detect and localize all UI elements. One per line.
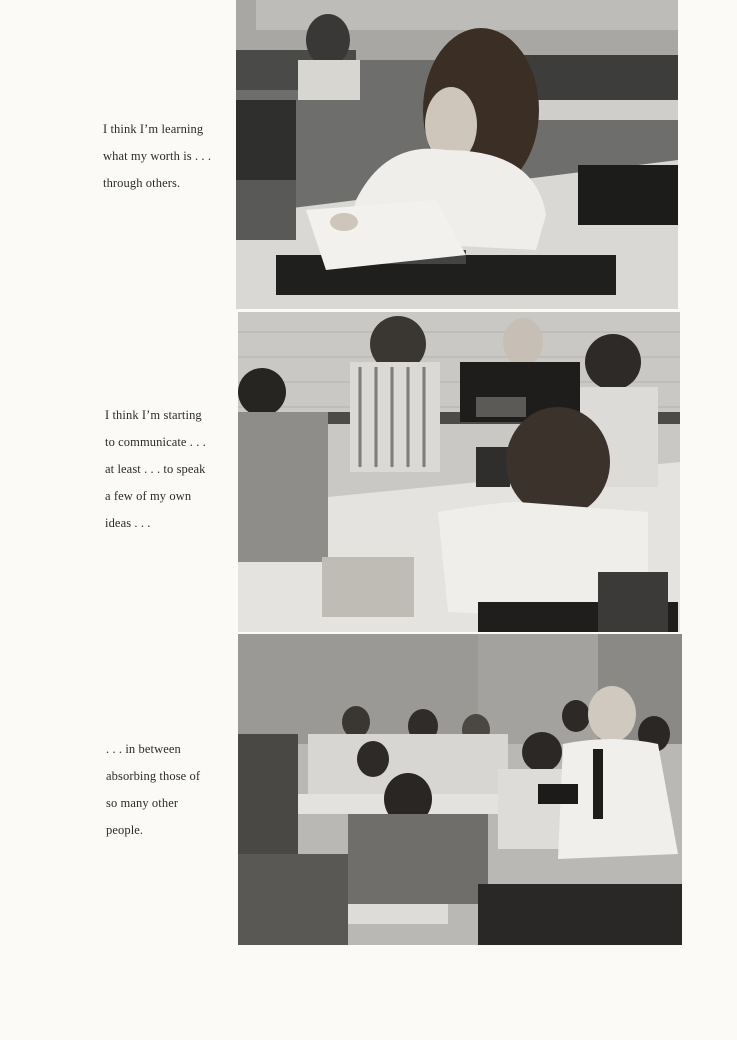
caption-line: a few of my own	[105, 489, 192, 503]
typing-classroom-photo-image	[236, 0, 678, 309]
caption-line: absorbing those of	[106, 769, 201, 783]
caption-line: so many other	[106, 796, 179, 810]
caption-learning-worth	[103, 116, 211, 197]
caption-line: . . . in between	[106, 742, 181, 756]
discussion-table-photo-image	[238, 312, 680, 632]
caption-line: ideas . . .	[105, 516, 151, 530]
photo-lecture-classroom	[238, 634, 682, 945]
caption-communicate	[105, 402, 206, 537]
photo-discussion-table	[238, 312, 680, 632]
lecture-classroom-photo-image	[238, 634, 682, 945]
caption-line: I think I’m starting	[105, 408, 202, 422]
photo-typing-classroom	[236, 0, 678, 309]
caption-line: people.	[106, 823, 144, 837]
caption-line: I think I’m learning	[103, 122, 204, 136]
caption-absorbing	[106, 736, 200, 844]
caption-line: what my worth is . . .	[103, 149, 212, 163]
caption-line: through others.	[103, 176, 181, 190]
caption-line: at least . . . to speak	[105, 462, 206, 476]
caption-line: to communicate . . .	[105, 435, 206, 449]
